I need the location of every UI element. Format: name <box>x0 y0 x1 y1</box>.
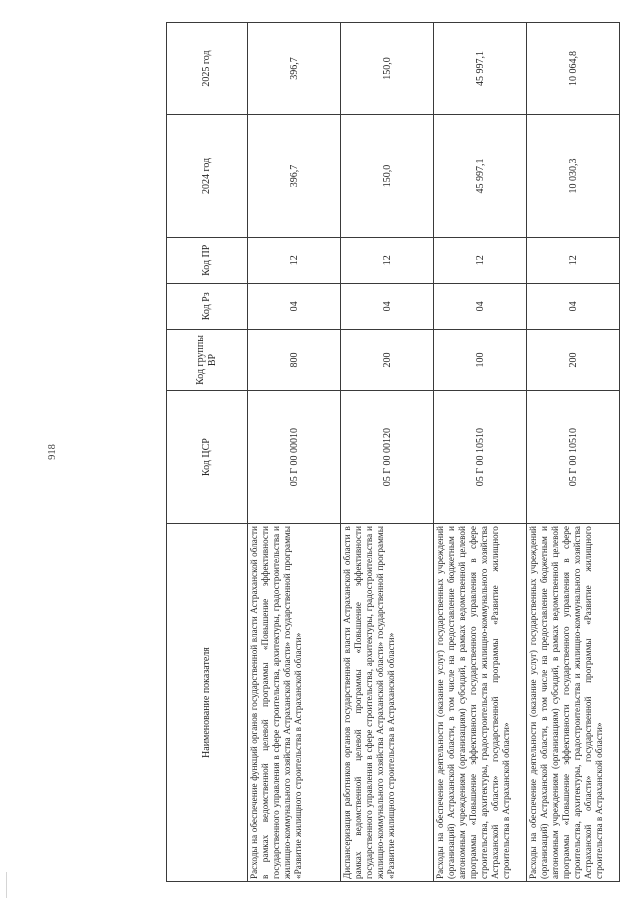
row-vr: 200 <box>527 329 620 390</box>
budget-table <box>166 22 620 882</box>
row-2025: 45 997,1 <box>434 23 527 115</box>
margin-mark <box>6 872 7 898</box>
row-pr: 12 <box>248 237 341 283</box>
row-name: Расходы на обеспечение функций органов государственной власти Астраханской области в рамках ведомственной целевой программы «Повышение эффективности государственного управления в сфере строительства, архитектуры, градостроительства и жилищно-коммунального хозяйства Астраханской области» государственной программы «Развитие жилищного строительства в Астраханской области» <box>248 524 341 882</box>
table-row <box>248 23 341 882</box>
row-2024: 150,0 <box>341 115 434 238</box>
row-pr: 12 <box>341 237 434 283</box>
row-name: Расходы на обеспечение деятельности (оказание услуг) государственных учреждений (организаций) Астраханской области, в том числе на предоставление бюджетным и автономным учреждениям (организациям) субсидий, в рамках ведомственной целевой программы «Повышение эффективности государственного управления в сфере строительства, архитектуры, градостроительства и жилищно-коммунального хозяйства Астраханской области» государственной программы «Развитие жилищного строительства в Астраханской области» <box>434 524 527 882</box>
row-vr: 800 <box>248 329 341 390</box>
row-vr: 100 <box>434 329 527 390</box>
row-csr: 05 Г 00 10510 <box>527 391 620 524</box>
row-2024: 396,7 <box>248 115 341 238</box>
row-name: Расходы на обеспечение деятельности (оказание услуг) государственных учреждений (организаций) Астраханской области, в том числе на предоставление бюджетным и автономным учреждениям (организациям) субсидий, в рамках ведомственной целевой программы «Повышение эффективности государственного управления в сфере строительства, архитектуры, градостроительства и жилищно-коммунального хозяйства Астраханской области» государственной программы «Развитие жилищного строительства в Астраханской области» <box>527 524 620 882</box>
table-body <box>248 23 620 882</box>
header-row <box>167 23 248 882</box>
row-rz: 04 <box>527 283 620 329</box>
header-2024: 2024 год <box>167 115 248 238</box>
row-csr: 05 Г 00 00120 <box>341 391 434 524</box>
row-2024: 10 030,3 <box>527 115 620 238</box>
row-csr: 05 Г 00 00010 <box>248 391 341 524</box>
row-pr: 12 <box>434 237 527 283</box>
row-csr: 05 Г 00 10510 <box>434 391 527 524</box>
header-2025: 2025 год <box>167 23 248 115</box>
header-name: Наименование показателя <box>167 524 248 882</box>
table-row <box>341 23 434 882</box>
rotated-table-container <box>166 22 604 882</box>
table-row <box>434 23 527 882</box>
header-vr: Код группы ВР <box>167 329 248 390</box>
row-name: Диспансеризация работников органов государственной власти Астраханской области в рамках ведомственной целевой программы «Повышение эффективности государственного управления в сфере строительства, архитектуры, градостроительства и жилищно-коммунального хозяйства Астраханской области» государственной программы «Развитие жилищного строительства в Астраханской области» <box>341 524 434 882</box>
table-row <box>527 23 620 882</box>
row-vr: 200 <box>341 329 434 390</box>
header-csr: Код ЦСР <box>167 391 248 524</box>
row-rz: 04 <box>248 283 341 329</box>
row-rz: 04 <box>341 283 434 329</box>
row-pr: 12 <box>527 237 620 283</box>
row-2024: 45 997,1 <box>434 115 527 238</box>
header-rz: Код Рз <box>167 283 248 329</box>
table-header <box>167 23 248 882</box>
row-rz: 04 <box>434 283 527 329</box>
row-2025: 10 064,8 <box>527 23 620 115</box>
header-pr: Код ПР <box>167 237 248 283</box>
row-2025: 396,7 <box>248 23 341 115</box>
row-2025: 150,0 <box>341 23 434 115</box>
page-number: 918 <box>47 444 58 460</box>
